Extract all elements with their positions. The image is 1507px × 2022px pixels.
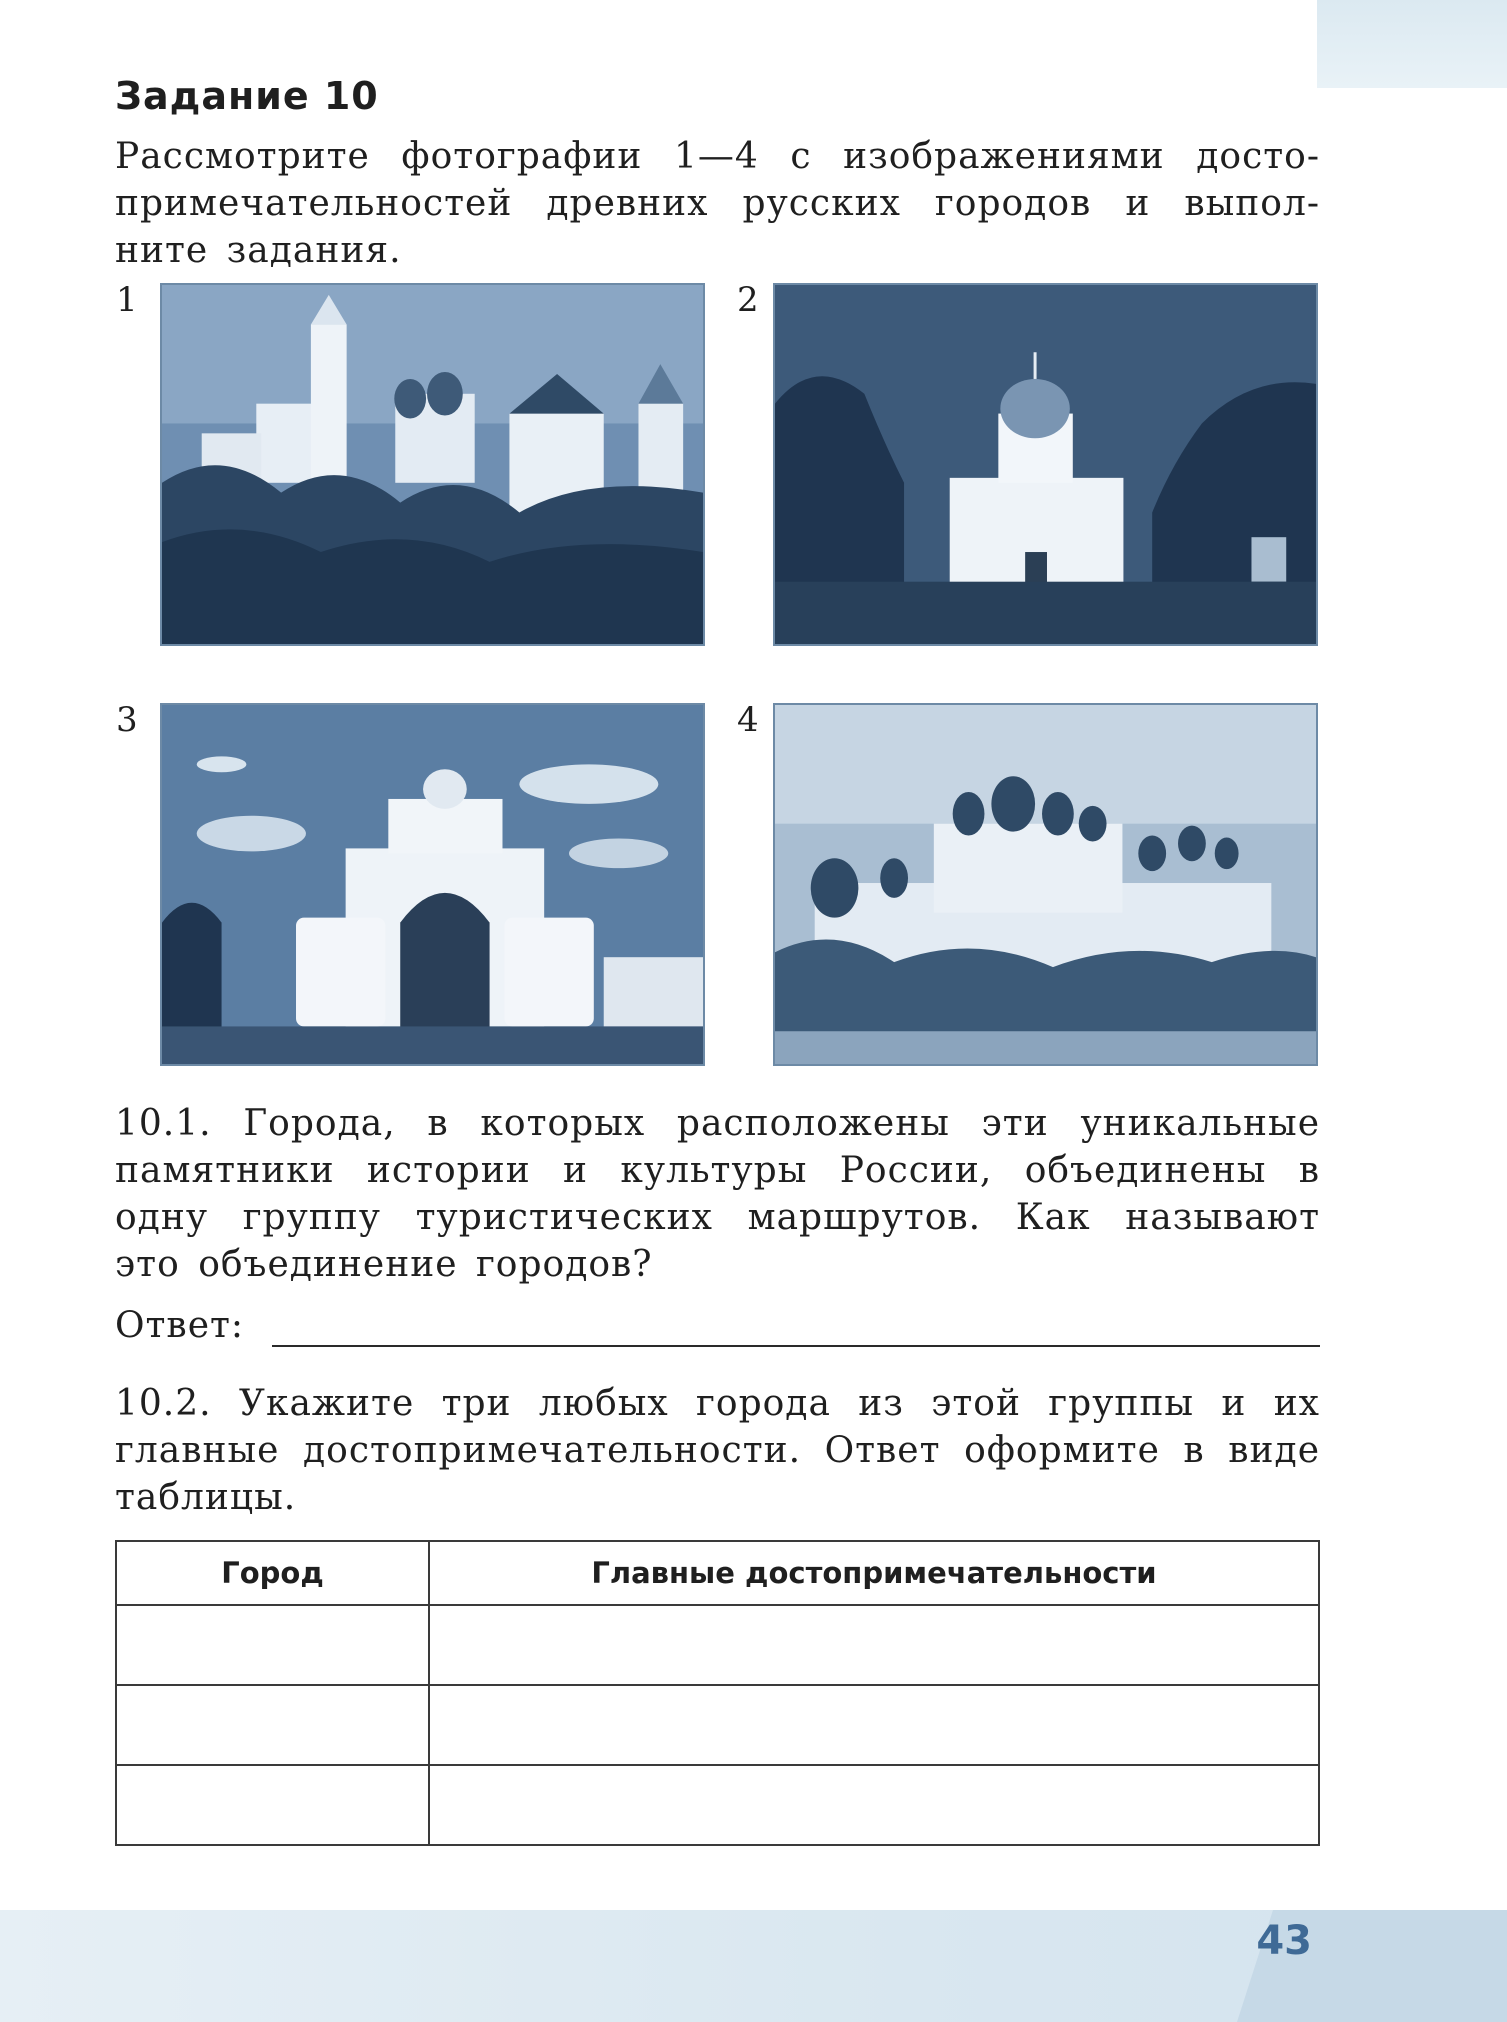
header-city: Город <box>116 1541 429 1605</box>
photo-number-4: 4 <box>737 700 759 740</box>
table-header-row <box>116 1541 1319 1605</box>
corner-tab-decoration <box>1317 0 1507 88</box>
photo-number-1: 1 <box>116 280 138 320</box>
page-number: 43 <box>1256 1918 1312 1964</box>
question-10-2-text: 10.2. Укажите три любых города из этой группы и их главные достопримечательности. Ответ оформите в виде таблицы. <box>115 1383 1320 1518</box>
answer-input-line[interactable] <box>272 1345 1320 1347</box>
photo-4 <box>773 703 1318 1066</box>
photo-3-golden-gate-image <box>162 705 703 1064</box>
answer-label: Ответ: <box>115 1305 245 1346</box>
header-sights: Главные достопримечательности <box>429 1541 1319 1605</box>
photo-2-cathedral-image <box>775 285 1316 644</box>
table-row <box>116 1685 1319 1765</box>
task-title: Задание 10 <box>115 74 379 118</box>
photo-3 <box>160 703 705 1066</box>
task-intro: Рассмотрите фотографии 1—4 с изображениями досто-примечательностей древних русских городов и выпол-ните задания. <box>115 136 1320 271</box>
answer-table <box>115 1540 1320 1846</box>
table-cell-sights[interactable] <box>429 1605 1319 1685</box>
photo-2 <box>773 283 1318 646</box>
table-cell-sights[interactable] <box>429 1765 1319 1845</box>
question-10-1-text: 10.1. Города, в которых расположены эти уникальные памятники истории и культуры России, объединены в одну группу туристических маршрутов. Как называют это объединение городов? <box>115 1103 1320 1285</box>
photo-4-kremlin-image <box>775 705 1316 1064</box>
table-row <box>116 1605 1319 1685</box>
table-cell-city[interactable] <box>116 1605 429 1685</box>
table-cell-city[interactable] <box>116 1765 429 1845</box>
photo-1-monastery-image <box>162 285 703 644</box>
photo-number-3: 3 <box>116 700 138 740</box>
table-cell-city[interactable] <box>116 1685 429 1765</box>
table-row <box>116 1765 1319 1845</box>
photo-number-2: 2 <box>737 280 759 320</box>
photo-1 <box>160 283 705 646</box>
table-cell-sights[interactable] <box>429 1685 1319 1765</box>
